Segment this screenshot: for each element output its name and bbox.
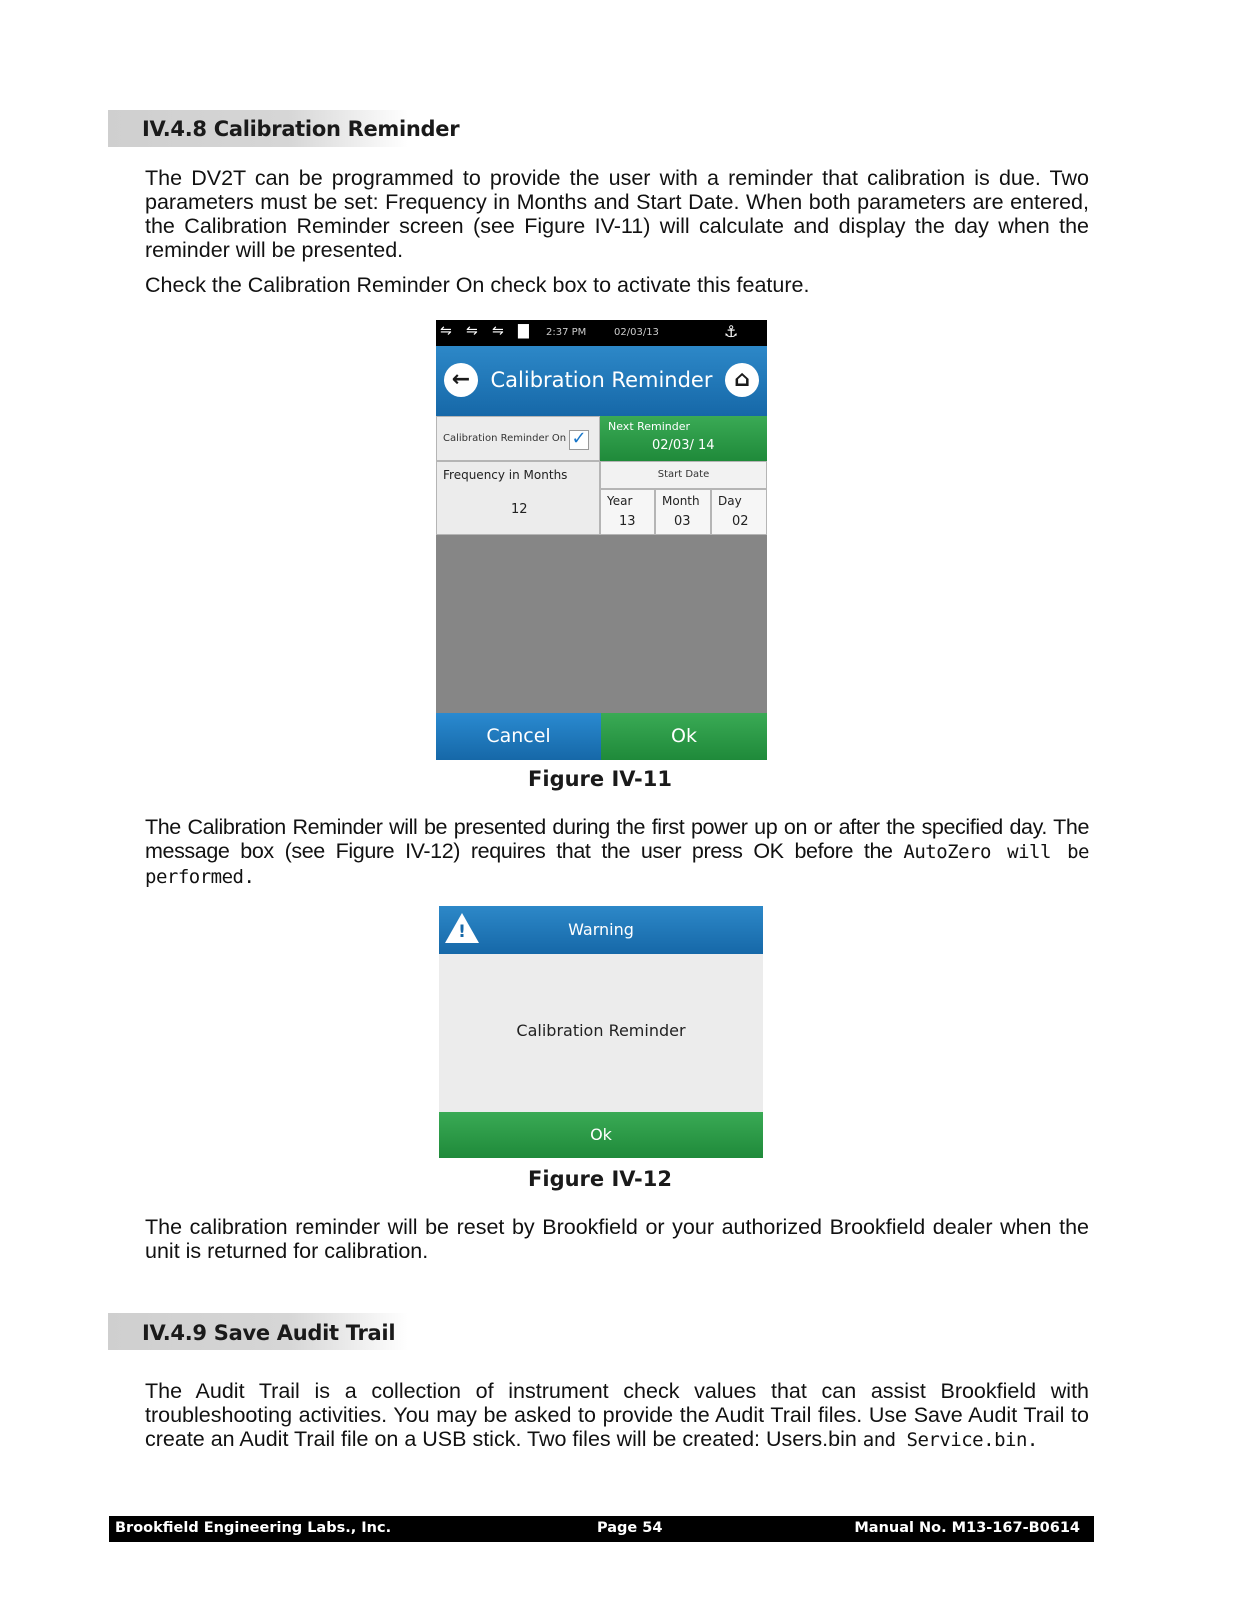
usb-icon: ⇋ <box>492 323 504 339</box>
ok-button[interactable]: Ok <box>601 713 767 760</box>
usb-icon: ⇋ <box>440 323 452 339</box>
year-label: Year <box>607 494 633 508</box>
back-arrow-icon[interactable]: ← <box>444 363 478 397</box>
paragraph-audit-trail-tail: and Service.bin. <box>862 1429 1038 1451</box>
year-value: 13 <box>619 514 636 529</box>
cancel-button[interactable]: Cancel <box>436 713 601 760</box>
paragraph-checkbox-instruction: Check the Calibration Reminder On check box to activate this feature. <box>145 273 810 297</box>
frequency-field[interactable] <box>436 461 600 535</box>
printer-icon: ▇ <box>518 323 529 339</box>
next-reminder-panel <box>600 416 767 461</box>
status-bar <box>436 320 767 346</box>
day-label: Day <box>718 494 742 508</box>
exclamation-icon: ! <box>458 922 466 942</box>
paragraph-audit-trail <box>145 1379 1089 1452</box>
warning-ok-button[interactable]: Ok <box>439 1112 763 1158</box>
calibration-reminder-screen <box>436 320 767 760</box>
section-heading-calibration-reminder: IV.4.8 Calibration Reminder <box>142 117 460 141</box>
day-field[interactable] <box>711 489 767 535</box>
title-bar <box>436 346 767 416</box>
page-footer <box>109 1516 1094 1542</box>
status-time: 2:37 PM <box>546 327 587 338</box>
next-reminder-value: 02/03/ 14 <box>652 438 715 453</box>
warning-message: Calibration Reminder <box>516 1021 686 1040</box>
paragraph-reminder-reset: The calibration reminder will be reset by Brookfield or your authorized Brookfield dealer when the unit is returned for calibration. <box>145 1215 1089 1263</box>
figure-caption-iv-11: Figure IV-11 <box>528 767 672 791</box>
section-heading-save-audit-trail: IV.4.9 Save Audit Trail <box>142 1321 396 1345</box>
warning-title: Warning <box>568 920 634 939</box>
start-date-label: Start Date <box>657 469 710 480</box>
day-value: 02 <box>732 514 749 529</box>
month-label: Month <box>662 494 700 508</box>
year-field[interactable] <box>600 489 655 535</box>
reminder-on-checkbox-cell[interactable] <box>436 416 600 461</box>
empty-content-area <box>436 535 767 713</box>
frequency-label: Frequency in Months <box>443 468 568 482</box>
paragraph-reminder-tail: AutoZero will be performed. <box>145 841 1089 888</box>
start-date-header <box>600 461 767 489</box>
month-field[interactable] <box>655 489 711 535</box>
home-icon[interactable]: ⌂ <box>725 363 759 397</box>
month-value: 03 <box>674 514 691 529</box>
next-reminder-label: Next Reminder <box>608 420 691 433</box>
figure-caption-iv-12: Figure IV-12 <box>528 1167 672 1191</box>
screen-title: Calibration Reminder <box>490 368 713 392</box>
paragraph-reminder-text: The Calibration Reminder will be presented during the first power up on or after the specified day. The message box (see Figure IV-12) requires that the user press OK before the <box>145 815 1089 863</box>
footer-manual-number: Manual No. M13-167-B0614 <box>854 1520 1080 1536</box>
usb-icon: ⇋ <box>466 323 478 339</box>
reminder-on-checkbox[interactable]: ✓ <box>569 430 589 450</box>
connection-icon: ⚓ <box>724 322 739 341</box>
paragraph-reminder-presentation <box>145 815 1089 889</box>
footer-company: Brookfield Engineering Labs., Inc. <box>115 1520 392 1536</box>
paragraph-audit-trail-text: The Audit Trail is a collection of instrument check values that can assist Brookfield with troubleshooting activities. You may be asked to provide the Audit Trail files. Use Save Audit Trail to create an Audit Trail file on a USB stick. Two files will be created: Users.bin <box>145 1379 1089 1451</box>
footer-page-number: Page 54 <box>597 1520 663 1536</box>
warning-header <box>439 906 763 954</box>
paragraph-calibration-intro: The DV2T can be programmed to provide the user with a reminder that calibration is due. Two parameters must be set: Frequency in Months and Start Date. When both parameters are entered, the Calibration Reminder screen (see Figure IV-11) will calculate and display the day when the reminder will be presented. <box>145 166 1089 262</box>
reminder-on-label: Calibration Reminder On <box>443 433 567 444</box>
status-date: 02/03/13 <box>614 327 659 338</box>
warning-dialog <box>439 906 763 1158</box>
frequency-value: 12 <box>511 502 528 517</box>
